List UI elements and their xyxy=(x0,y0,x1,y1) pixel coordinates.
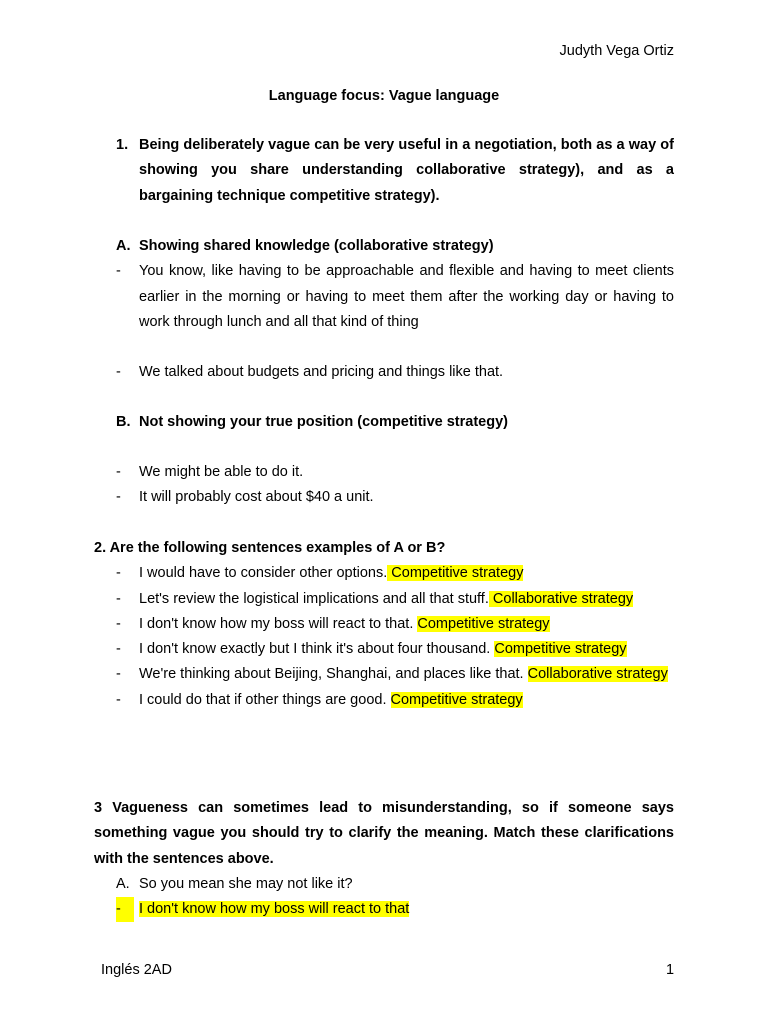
list-item-text: You know, like having to be approachable and flexible and having to meet clients earlier in the morning or having to meet them after the working day or having to work through lunch and all that kind of thing xyxy=(139,263,674,330)
answer-highlight: Competitive strategy xyxy=(390,691,523,708)
sentence-text: Let's review the logistical implications and all that stuff. xyxy=(139,590,489,607)
bullet-dash: - xyxy=(116,364,121,380)
list-item-text: We talked about budgets and pricing and things like that. xyxy=(139,364,504,380)
answer-highlight: Collaborative strategy xyxy=(527,666,668,683)
document-title: Language focus: Vague language xyxy=(268,88,500,104)
section-b-letter: B. xyxy=(116,414,131,430)
section-3-a-letter: A. xyxy=(116,875,130,892)
list-item xyxy=(94,561,674,586)
list-item xyxy=(94,612,674,637)
sentence-text: I don't know how my boss will react to that. xyxy=(139,615,418,632)
bullet-dash: - xyxy=(116,590,121,607)
section-1-number: 1. xyxy=(116,137,129,153)
section-1-text: Being deliberately vague can be very useful in a negotiation, both as a way of showing you share understanding collaborative strategy), and as a bargaining technique competitive strategy). xyxy=(139,137,674,204)
list-item xyxy=(94,460,674,485)
list-item xyxy=(94,259,674,335)
section-a xyxy=(94,234,674,335)
bullet-dash: - xyxy=(116,489,121,506)
section-3 xyxy=(94,796,674,922)
list-item xyxy=(94,897,674,922)
list-item xyxy=(94,688,674,713)
answer-highlight: Collaborative strategy xyxy=(488,590,634,607)
list-item xyxy=(94,662,674,687)
page-number: 1 xyxy=(666,962,675,978)
section-1 xyxy=(94,133,674,209)
sentence-text: I don't know exactly but I think it's about four thousand. xyxy=(139,641,495,658)
list-item xyxy=(94,485,674,510)
section-a-letter: A. xyxy=(116,238,131,254)
sentence-text: We're thinking about Beijing, Shanghai, and places like that. xyxy=(139,666,528,683)
section-2 xyxy=(94,536,674,713)
answer-highlight: I don't know how my boss will react to that xyxy=(139,901,410,918)
list-item xyxy=(94,637,674,662)
section-3-a-text: So you mean she may not like it? xyxy=(139,875,353,892)
author-name: Judyth Vega Ortiz xyxy=(559,43,674,59)
sentence-text: I could do that if other things are good. xyxy=(139,691,391,708)
list-item-text: We might be able to do it. xyxy=(139,464,304,480)
answer-highlight: Competitive strategy xyxy=(417,615,550,632)
bullet-dash: - xyxy=(116,666,121,683)
list-item xyxy=(94,587,674,612)
bullet-dash: - xyxy=(116,464,121,480)
list-item-text: It will probably cost about $40 a unit. xyxy=(139,489,374,506)
bullet-dash: - xyxy=(116,565,121,582)
bullet-dash: - xyxy=(116,263,121,280)
sentence-text: I would have to consider other options. xyxy=(139,565,388,582)
footer-course: Inglés 2AD xyxy=(101,962,172,978)
bullet-dash: - xyxy=(116,897,134,922)
bullet-dash: - xyxy=(116,641,121,658)
section-a-heading: Showing shared knowledge (collaborative strategy) xyxy=(139,238,494,254)
section-b-heading: Not showing your true position (competitive strategy) xyxy=(139,414,508,430)
list-item xyxy=(94,360,674,385)
section-b xyxy=(94,410,674,435)
section-3-heading: 3 Vagueness can sometimes lead to misunderstanding, so if someone says something vague you should try to clarify the meaning. Match these clarifications with the sentences above. xyxy=(94,800,674,867)
section-b-items xyxy=(94,460,674,511)
answer-highlight: Competitive strategy xyxy=(387,565,524,582)
bullet-dash: - xyxy=(116,615,121,632)
bullet-dash: - xyxy=(116,691,121,708)
answer-highlight: Competitive strategy xyxy=(494,641,627,658)
section-2-heading: 2. Are the following sentences examples of A or B? xyxy=(94,540,446,556)
section-a-item-2 xyxy=(94,360,674,385)
